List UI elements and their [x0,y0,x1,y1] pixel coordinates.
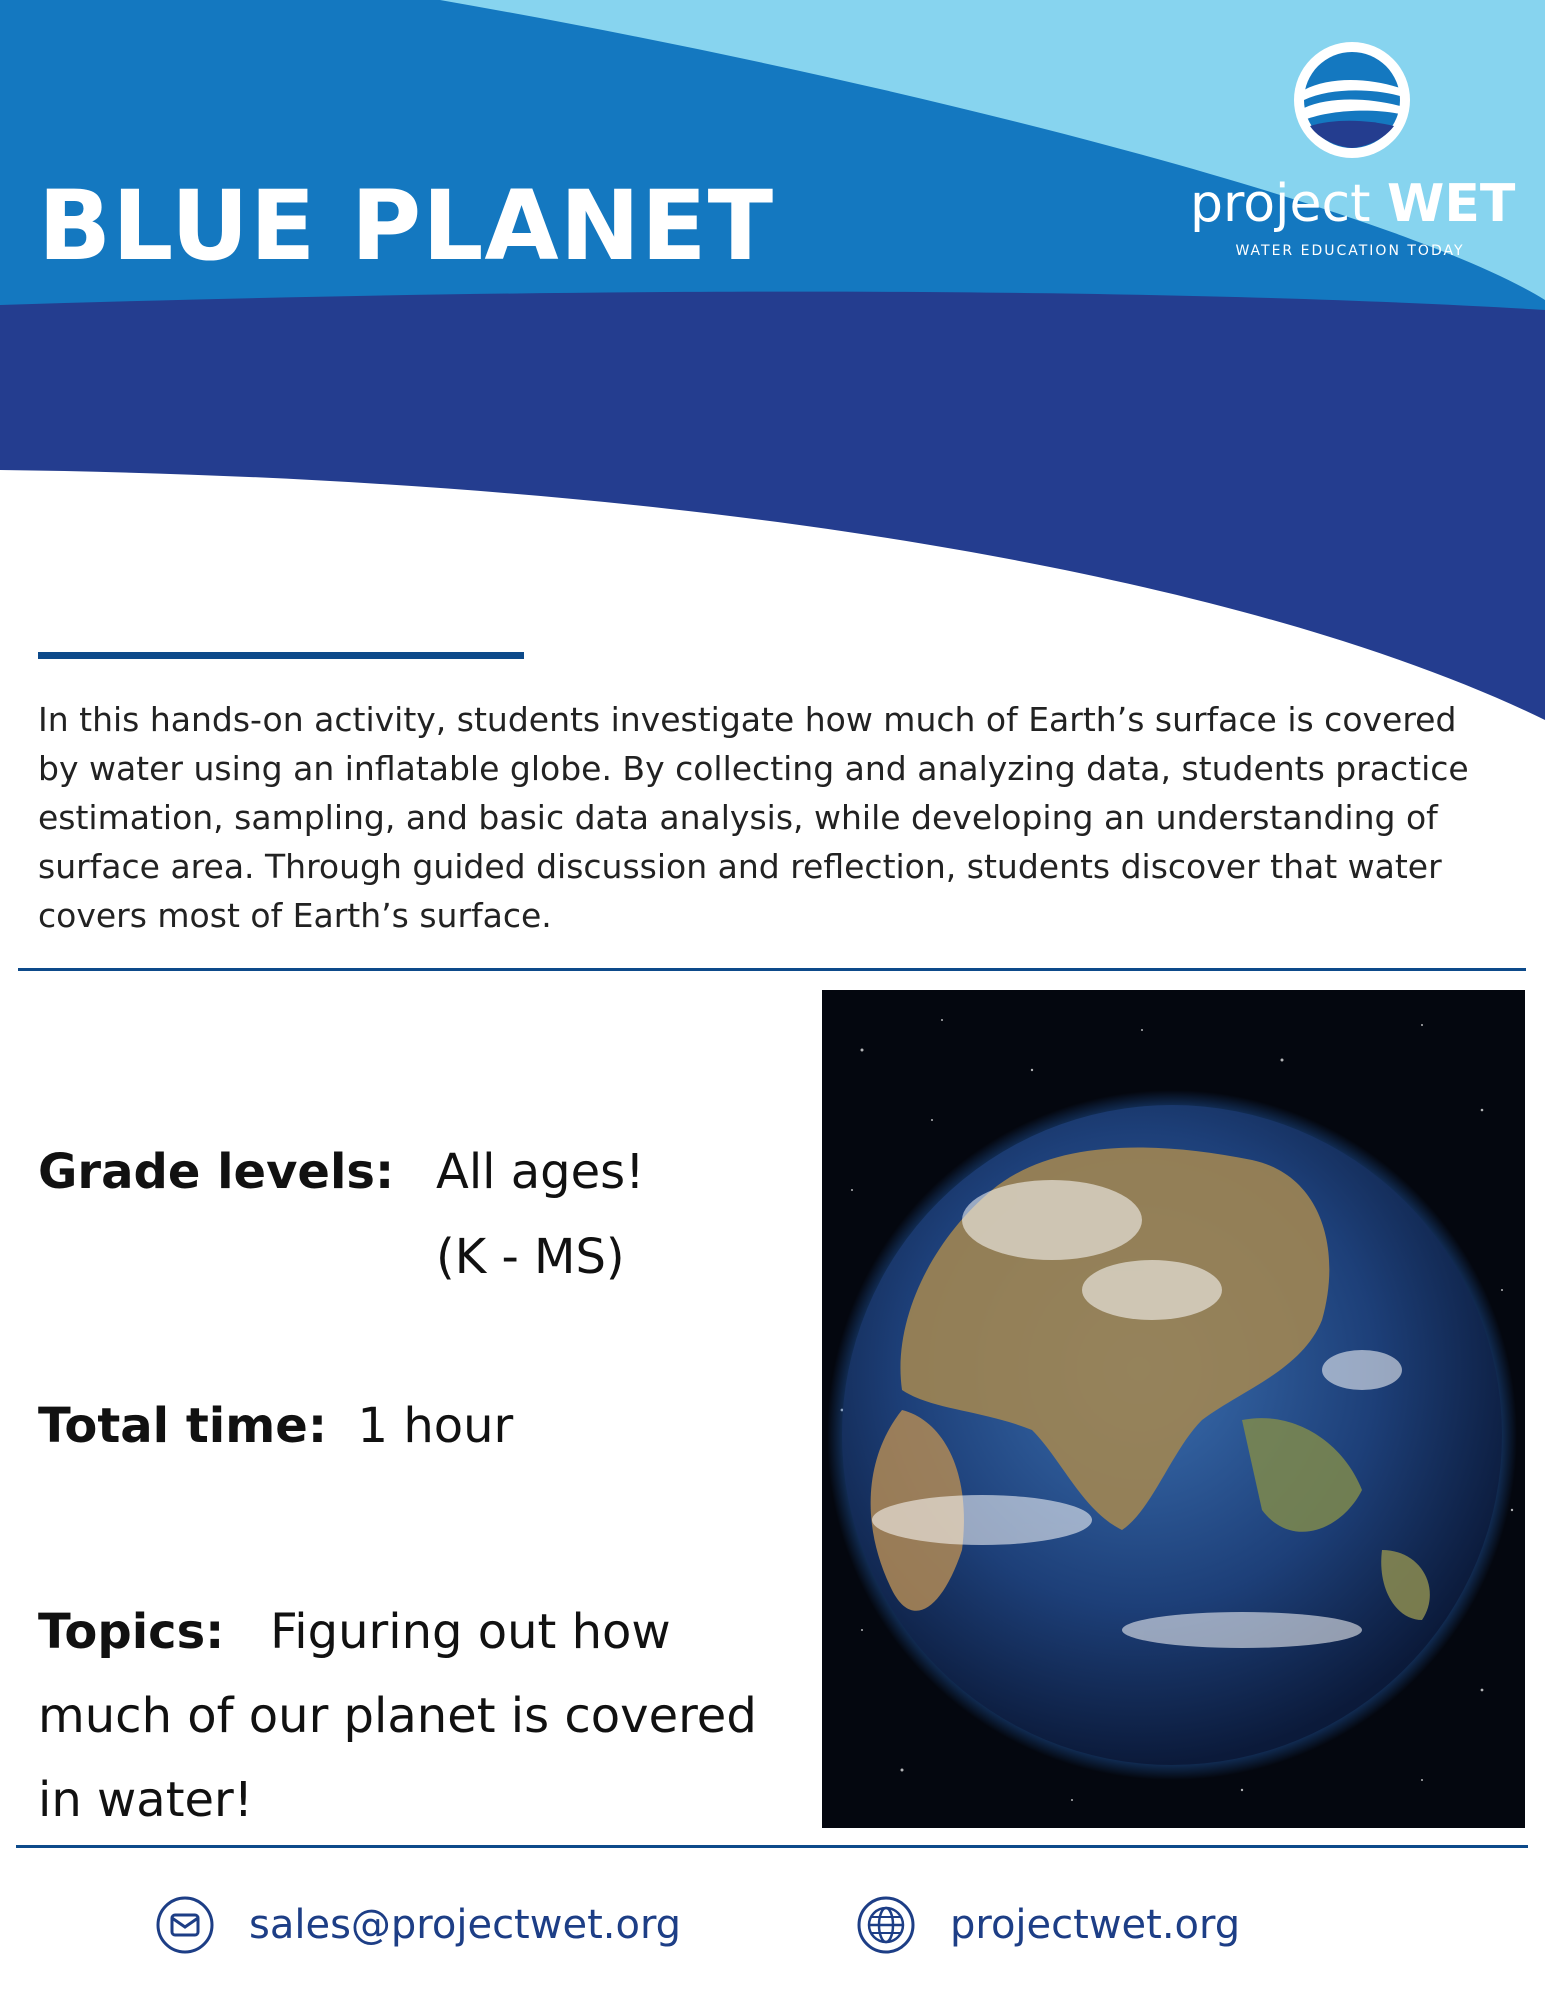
grade-range: (K - MS) [436,1229,625,1285]
topics-label: Topics: [38,1604,225,1660]
grade-value: All ages! [436,1144,645,1200]
project-wet-logo [1180,38,1520,278]
page-title: BLUE PLANET [38,170,775,282]
section-divider [18,968,1526,971]
grade-levels [38,1144,645,1285]
accent-rule [38,652,524,659]
intro-paragraph: In this hands-on activity, students investigate how much of Earth’s surface is covered by water using an inflatable globe. By collecting and analyzing data, students practice estimation, sampling, and basic data analysis, while developing an understanding of surface area. Through guided discussion and reflection, students discover that water covers most of Earth’s surface. [38,700,1469,935]
time-value: 1 hour [357,1398,514,1454]
globe-icon [856,1895,916,1955]
email-link[interactable]: sales@projectwet.org [249,1902,682,1948]
topics [38,1590,798,1842]
grade-label: Grade levels: [38,1144,395,1200]
time-label: Total time: [38,1398,328,1454]
website-link[interactable]: projectwet.org [950,1902,1241,1948]
footer-divider [16,1845,1528,1848]
footer-website[interactable] [856,1895,1240,1955]
earth-from-space-image [822,990,1525,1828]
total-time [38,1398,513,1454]
logo-name-bold: WET [1387,174,1516,234]
footer-email[interactable] [155,1895,681,1955]
logo-name-light: project [1190,174,1371,234]
envelope-icon [155,1895,215,1955]
logo-wordmark [1190,174,1516,234]
wave-circle-icon [1290,38,1414,162]
topics-value: Figuring out how much of our planet is covered in water! [38,1604,757,1828]
logo-tagline: WATER EDUCATION TODAY [1235,243,1465,259]
